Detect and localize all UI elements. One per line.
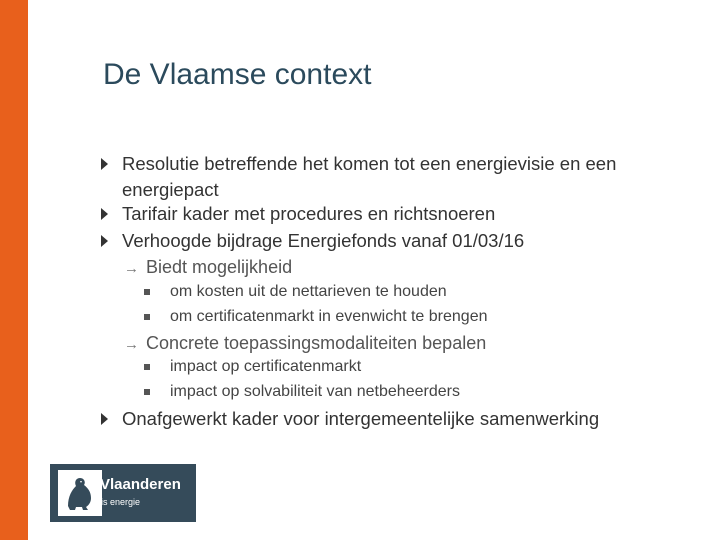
sub-sub-item [170, 381, 460, 403]
list-item-1-line-1: Resolutie betreffende het komen tot een energievisie en een [122, 153, 617, 174]
vlaanderen-logo [50, 464, 196, 522]
sub-item-text: Biedt mogelijkheid [146, 257, 293, 277]
square-bullet-icon [144, 289, 150, 295]
triangle-bullet-icon [101, 413, 108, 425]
list-item-4 [122, 406, 599, 432]
sub-sub-item [170, 281, 447, 303]
triangle-bullet-icon [101, 208, 108, 220]
list-item-1-line-2: energiepact [122, 179, 219, 200]
sub-item-text: Concrete toepassingsmodaliteiten bepalen [146, 333, 487, 353]
sub-item-concrete [124, 330, 486, 358]
slide-title: De Vlaamse context [103, 58, 372, 91]
sub-sub-item-text: om certificatenmarkt in evenwicht te brengen [170, 308, 488, 325]
sub-sub-item-text: impact op certificatenmarkt [170, 358, 362, 375]
logo-title: Vlaanderen [100, 476, 181, 493]
arrow-icon: → [124, 336, 139, 353]
triangle-bullet-icon [101, 158, 108, 170]
square-bullet-icon [144, 364, 150, 370]
logo-subtitle: is energie [101, 497, 141, 507]
sub-item-biedt [124, 254, 292, 282]
list-item-4-text: Onafgewerkt kader voor intergemeentelijke samenwerking [122, 408, 600, 429]
flemish-lion-icon [58, 470, 102, 516]
square-bullet-icon [144, 389, 150, 395]
sub-sub-item-text: om kosten uit de nettarieven te houden [170, 283, 447, 300]
square-bullet-icon [144, 314, 150, 320]
list-item-3 [122, 228, 524, 254]
sub-sub-item-text: impact op solvabiliteit van netbeheerders [170, 383, 460, 400]
list-item-1 [122, 151, 616, 203]
arrow-icon: → [124, 260, 139, 277]
sub-sub-item [170, 356, 361, 378]
triangle-bullet-icon [101, 235, 108, 247]
list-item-2-text: Tarifair kader met procedures en richtsnoeren [122, 203, 496, 224]
list-item-3-text: Verhoogde bijdrage Energiefonds vanaf 01/03/16 [122, 230, 525, 251]
sub-sub-item [170, 306, 487, 328]
list-item-2 [122, 201, 495, 227]
